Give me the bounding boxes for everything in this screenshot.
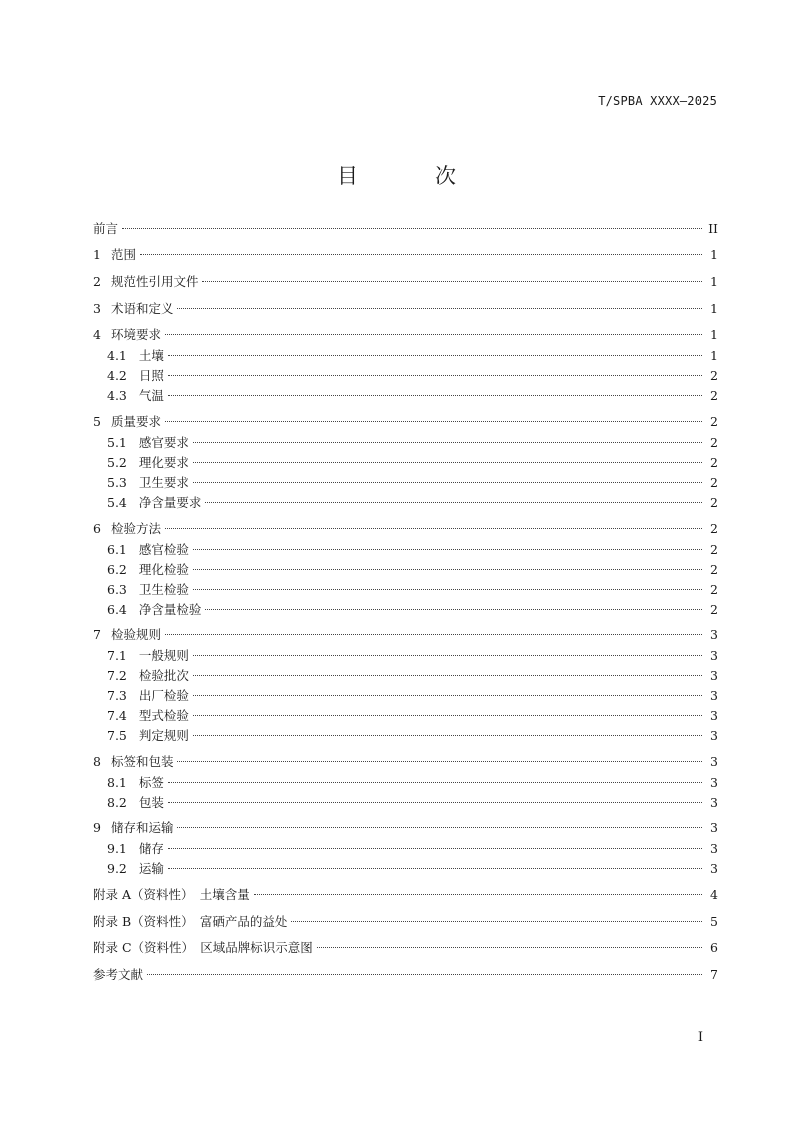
toc-entry-page: 3	[710, 708, 718, 723]
toc-entry-label	[93, 886, 250, 904]
toc-entry-text: 附录 C（资料性） 区域品牌标识示意图	[93, 940, 313, 955]
toc-entry[interactable]	[93, 966, 718, 984]
toc-entry[interactable]	[93, 913, 718, 931]
toc-entry-label	[107, 667, 189, 685]
toc-entry[interactable]	[107, 347, 718, 365]
toc-entry-label	[93, 413, 161, 431]
toc-entry-label	[107, 601, 201, 619]
toc-entry-page: 6	[710, 940, 718, 955]
toc-entry-number: 7.1	[107, 648, 127, 663]
toc-entry-text: 附录 B（资料性） 富硒产品的益处	[93, 914, 288, 929]
toc-entry-page: 2	[710, 521, 718, 536]
toc-entry-number: 8	[93, 754, 101, 769]
toc-entry-text: 一般规则	[138, 648, 189, 663]
toc-entry-number: 9.2	[107, 861, 127, 876]
toc-entry-page: 3	[710, 728, 718, 743]
toc-entry-label	[93, 753, 173, 771]
toc-entry[interactable]	[107, 687, 718, 705]
dot-leader	[193, 462, 702, 463]
toc-entry-number: 6.2	[107, 562, 127, 577]
toc-entry-page: 1	[710, 327, 718, 342]
toc-entry-label	[107, 434, 189, 452]
toc-entry-page: 1	[710, 247, 718, 262]
toc-entry-text: 参考文献	[93, 967, 144, 982]
toc-entry-page: II	[708, 221, 718, 236]
toc-entry-page: 1	[710, 274, 718, 289]
toc-entry-text: 净含量要求	[138, 495, 202, 510]
toc-entry-label	[107, 840, 164, 858]
toc-entry-number: 4.3	[107, 388, 127, 403]
dot-leader	[193, 569, 702, 570]
toc-title: 目 次	[337, 164, 484, 188]
toc-entry[interactable]	[93, 520, 718, 538]
dot-leader	[177, 308, 702, 309]
toc-entry-number: 9	[93, 820, 101, 835]
toc-entry[interactable]	[93, 819, 718, 837]
dot-leader	[168, 868, 702, 869]
toc-entry-text: 气温	[138, 388, 164, 403]
toc-entry-label	[107, 387, 164, 405]
toc-entry-label	[93, 326, 161, 344]
toc-entry-page: 2	[710, 475, 718, 490]
toc-entry-number: 5.1	[107, 435, 127, 450]
toc-entry-label	[107, 647, 189, 665]
toc-entry-number: 8.2	[107, 795, 127, 810]
toc-entry[interactable]	[107, 727, 718, 745]
toc-entry-number: 5.4	[107, 495, 127, 510]
toc-entry-text: 标签	[138, 775, 164, 790]
dot-leader	[168, 848, 702, 849]
dot-leader	[254, 894, 702, 895]
toc-entry-label	[107, 727, 189, 745]
toc-entry-number: 1	[93, 247, 101, 262]
toc-entry-label	[107, 707, 189, 725]
toc-entry-page: 3	[710, 861, 718, 876]
dot-leader	[168, 375, 702, 376]
toc-entry-text: 感官检验	[138, 542, 189, 557]
toc-entry[interactable]	[107, 860, 718, 878]
toc-entry-page: 2	[710, 495, 718, 510]
dot-leader	[168, 782, 702, 783]
dot-leader	[147, 974, 702, 975]
toc-entry-label	[93, 913, 287, 931]
toc-entry-number: 5	[93, 414, 101, 429]
toc-entry-page: 3	[710, 627, 718, 642]
toc-entry-page: 5	[710, 914, 718, 929]
toc-entry-label	[93, 939, 313, 957]
toc-entry-number: 9.1	[107, 841, 127, 856]
dot-leader	[193, 482, 702, 483]
dot-leader	[177, 761, 702, 762]
toc-entry-text: 规范性引用文件	[110, 274, 199, 289]
toc-entry-page: 2	[710, 388, 718, 403]
toc-entry-number: 6.3	[107, 582, 127, 597]
toc-entry-label	[93, 246, 136, 264]
toc-entry[interactable]	[107, 387, 718, 405]
toc-entry-text: 检验规则	[110, 627, 161, 642]
toc-entry-text: 判定规则	[138, 728, 189, 743]
toc-entry-number: 4.2	[107, 368, 127, 383]
dot-leader	[122, 228, 702, 229]
toc-entry[interactable]	[107, 367, 718, 385]
toc-entry-number: 3	[93, 301, 101, 316]
toc-entry[interactable]	[107, 647, 718, 665]
toc-entry[interactable]	[107, 840, 718, 858]
toc-entry[interactable]	[93, 886, 718, 904]
toc-entry-page: 1	[710, 348, 718, 363]
toc-entry-label	[93, 966, 143, 984]
toc-entry[interactable]	[93, 300, 718, 318]
toc-entry-label	[107, 541, 189, 559]
dot-leader	[193, 655, 702, 656]
toc-entry-label	[93, 300, 173, 318]
toc-entry-page: 2	[710, 542, 718, 557]
toc-entry-text: 运输	[138, 861, 164, 876]
toc-entry-label	[107, 347, 164, 365]
toc-entry-text: 环境要求	[110, 327, 161, 342]
toc-entry-number: 8.1	[107, 775, 127, 790]
toc-entry-page: 3	[710, 841, 718, 856]
dot-leader	[165, 421, 702, 422]
toc-entry-text: 附录 A（资料性） 土壤含量	[93, 887, 250, 902]
dot-leader	[165, 334, 702, 335]
toc-entry-text: 质量要求	[110, 414, 161, 429]
dot-leader	[193, 695, 702, 696]
toc-entry-text: 卫生要求	[138, 475, 189, 490]
toc-entry[interactable]	[93, 939, 718, 957]
toc-entry-page: 4	[710, 887, 718, 902]
toc-entry-text: 术语和定义	[110, 301, 174, 316]
toc-entry-page: 3	[710, 668, 718, 683]
toc-entry-number: 6	[93, 521, 101, 536]
toc-entry-label	[107, 367, 164, 385]
toc-entry-label	[93, 273, 198, 291]
toc-entry[interactable]	[93, 326, 718, 344]
dot-leader	[205, 502, 702, 503]
toc-entry-label	[107, 494, 201, 512]
toc-entry-text: 净含量检验	[138, 602, 202, 617]
dot-leader	[193, 442, 702, 443]
toc-entry-text: 理化要求	[138, 455, 189, 470]
dot-leader	[177, 827, 702, 828]
toc-entry-page: 2	[710, 582, 718, 597]
toc-entry[interactable]	[107, 774, 718, 792]
toc-entry-number: 7.4	[107, 708, 127, 723]
toc-entry[interactable]	[93, 220, 718, 238]
dot-leader	[193, 589, 702, 590]
toc-entry-number: 7.2	[107, 668, 127, 683]
toc-entry-number: 4	[93, 327, 101, 342]
toc-entry-text: 储存和运输	[110, 820, 174, 835]
toc-entry[interactable]	[107, 667, 718, 685]
dot-leader	[165, 528, 702, 529]
toc-entry[interactable]	[107, 794, 718, 812]
toc-entry-text: 型式检验	[138, 708, 189, 723]
dot-leader	[168, 802, 702, 803]
toc-entry[interactable]	[93, 246, 718, 264]
toc-entry-text: 出厂检验	[138, 688, 189, 703]
toc-entry-label	[107, 687, 189, 705]
toc-entry-number: 6.4	[107, 602, 127, 617]
toc-entry-page: 2	[710, 455, 718, 470]
toc-entry-number: 7.3	[107, 688, 127, 703]
dot-leader	[140, 254, 702, 255]
toc-entry-number: 5.3	[107, 475, 127, 490]
toc-entry-page: 7	[710, 967, 718, 982]
dot-leader	[168, 395, 702, 396]
toc-entry[interactable]	[107, 541, 718, 559]
toc-entry-page: 3	[710, 820, 718, 835]
toc-entry-text: 检验批次	[138, 668, 189, 683]
toc-entry-label	[107, 860, 164, 878]
toc-entry-page: 2	[710, 414, 718, 429]
toc-entry[interactable]	[107, 561, 718, 579]
dot-leader	[193, 715, 702, 716]
toc-entry-number: 6.1	[107, 542, 127, 557]
toc-entry-text: 土壤	[138, 348, 164, 363]
toc-entry[interactable]	[107, 494, 718, 512]
dot-leader	[202, 281, 702, 282]
toc-entry-text: 范围	[110, 247, 136, 262]
dot-leader	[193, 735, 702, 736]
toc-entry[interactable]	[107, 707, 718, 725]
toc-entry-text: 日照	[138, 368, 164, 383]
toc-entry-page: 2	[710, 602, 718, 617]
dot-leader	[193, 675, 702, 676]
toc-entry-page: 3	[710, 754, 718, 769]
toc-entry[interactable]	[93, 753, 718, 771]
toc-entry-label	[107, 774, 164, 792]
toc-entry-label	[107, 794, 164, 812]
toc-entry-label	[107, 454, 189, 472]
toc-entry-page: 2	[710, 435, 718, 450]
toc-entry-text: 前言	[93, 221, 119, 236]
toc-entry-page: 3	[710, 775, 718, 790]
toc-entry-page: 3	[710, 795, 718, 810]
toc-entry[interactable]	[93, 413, 718, 431]
toc-entry-number: 4.1	[107, 348, 127, 363]
toc-entry-text: 理化检验	[138, 562, 189, 577]
toc-entry-number: 7.5	[107, 728, 127, 743]
toc-entry[interactable]	[107, 434, 718, 452]
toc-entry-text: 卫生检验	[138, 582, 189, 597]
toc-entry-text: 感官要求	[138, 435, 189, 450]
dot-leader	[291, 921, 702, 922]
page-number: I	[697, 1030, 703, 1045]
toc-entry[interactable]	[107, 474, 718, 492]
toc-entry-text: 检验方法	[110, 521, 161, 536]
toc-entry-text: 标签和包装	[110, 754, 174, 769]
toc-entry[interactable]	[93, 626, 718, 644]
toc-entry-text: 包装	[138, 795, 164, 810]
toc-entry-label	[107, 561, 189, 579]
toc-entry[interactable]	[107, 581, 718, 599]
toc-entry-page: 1	[710, 301, 718, 316]
dot-leader	[168, 355, 702, 356]
dot-leader	[193, 549, 702, 550]
toc-entry[interactable]	[93, 273, 718, 291]
toc-entry-page: 3	[710, 688, 718, 703]
toc-entry-label	[93, 626, 161, 644]
toc-entry-label	[107, 581, 189, 599]
dot-leader	[205, 609, 702, 610]
dot-leader	[165, 634, 702, 635]
toc-entry[interactable]	[107, 454, 718, 472]
toc-entry-label	[107, 474, 189, 492]
standard-code: T/SPBA XXXX—2025	[598, 94, 717, 108]
toc-entry-number: 5.2	[107, 455, 127, 470]
toc-entry-page: 2	[710, 562, 718, 577]
toc-entry-page: 3	[710, 648, 718, 663]
toc-entry-label	[93, 520, 161, 538]
toc-entry-text: 储存	[138, 841, 164, 856]
toc-entry-number: 7	[93, 627, 101, 642]
toc-entry[interactable]	[107, 601, 718, 619]
toc-entry-page: 2	[710, 368, 718, 383]
dot-leader	[317, 947, 702, 948]
toc-entry-label	[93, 819, 173, 837]
toc-entry-number: 2	[93, 274, 101, 289]
toc-entry-label	[93, 220, 118, 238]
